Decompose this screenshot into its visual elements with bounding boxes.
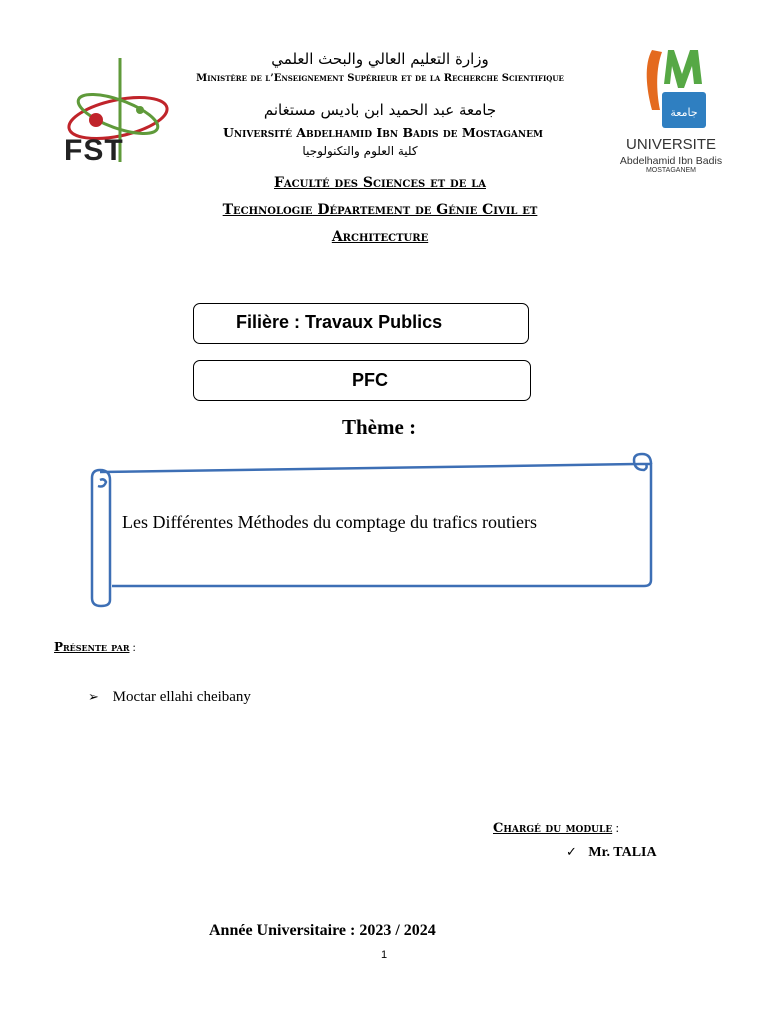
presented-by (54, 640, 136, 655)
teacher-item (566, 845, 657, 861)
module-charge (493, 820, 619, 836)
pfc-text: PFC (352, 370, 388, 390)
faculty-line-2 (150, 202, 610, 218)
theme-label: Thème : (342, 415, 417, 439)
filiere-text: Filière : Travaux Publics (236, 312, 443, 332)
presented-colon: : (129, 640, 136, 654)
university-french: Université Abdelhamid Ibn Badis de Mostaganem (223, 125, 543, 140)
ministry-arabic: وزارة التعليم العالي والبحث العلمي (271, 50, 489, 68)
filiere-box (193, 303, 529, 344)
teacher-name: Mr. TALIA (588, 845, 657, 860)
presented-label: Présente par (54, 640, 130, 654)
faculty-line-3: Architecture (331, 229, 429, 245)
faculty-line-1: Faculté des Sciences et de la (273, 175, 486, 191)
student-name: Moctar ellahi cheibany (112, 689, 251, 705)
theme-title: Les Différentes Méthodes du comptage du trafics routiers (122, 512, 538, 532)
page-number: 1 (380, 949, 388, 961)
fst-logo-text: FST (64, 134, 124, 167)
ministry-french: Ministère de l’Enseignement Supérieur et de la Recherche Scientifique (196, 73, 564, 84)
faculty-arabic: كلية العلوم والتكنولوجيا (302, 144, 418, 158)
pfc-box (193, 360, 531, 401)
theme-scroll (88, 452, 658, 608)
check-bullet-icon: ✓ (566, 845, 577, 860)
academic-year: Année Universitaire : 2023 / 2024 (209, 922, 436, 939)
module-label: Chargé du module (493, 821, 613, 836)
univ-logo-name: UNIVERSITE (625, 136, 716, 153)
faculty-line-2a: Technologie (222, 202, 313, 218)
fst-logo (58, 50, 178, 170)
univ-logo-city: MOSTAGANEM (645, 167, 697, 174)
faculty-line-2b: Département de Génie Civil et (312, 202, 538, 218)
svg-text:جامعة: جامعة (670, 106, 698, 119)
student-item (88, 689, 251, 706)
arrow-bullet-icon: ➢ (88, 690, 99, 705)
university-arabic: جامعة عبد الحميد ابن باديس مستغانم (263, 101, 497, 119)
university-logo (616, 44, 726, 184)
univ-logo-sub: Abdelhamid Ibn Badis (619, 155, 723, 167)
module-colon: : (612, 820, 620, 835)
